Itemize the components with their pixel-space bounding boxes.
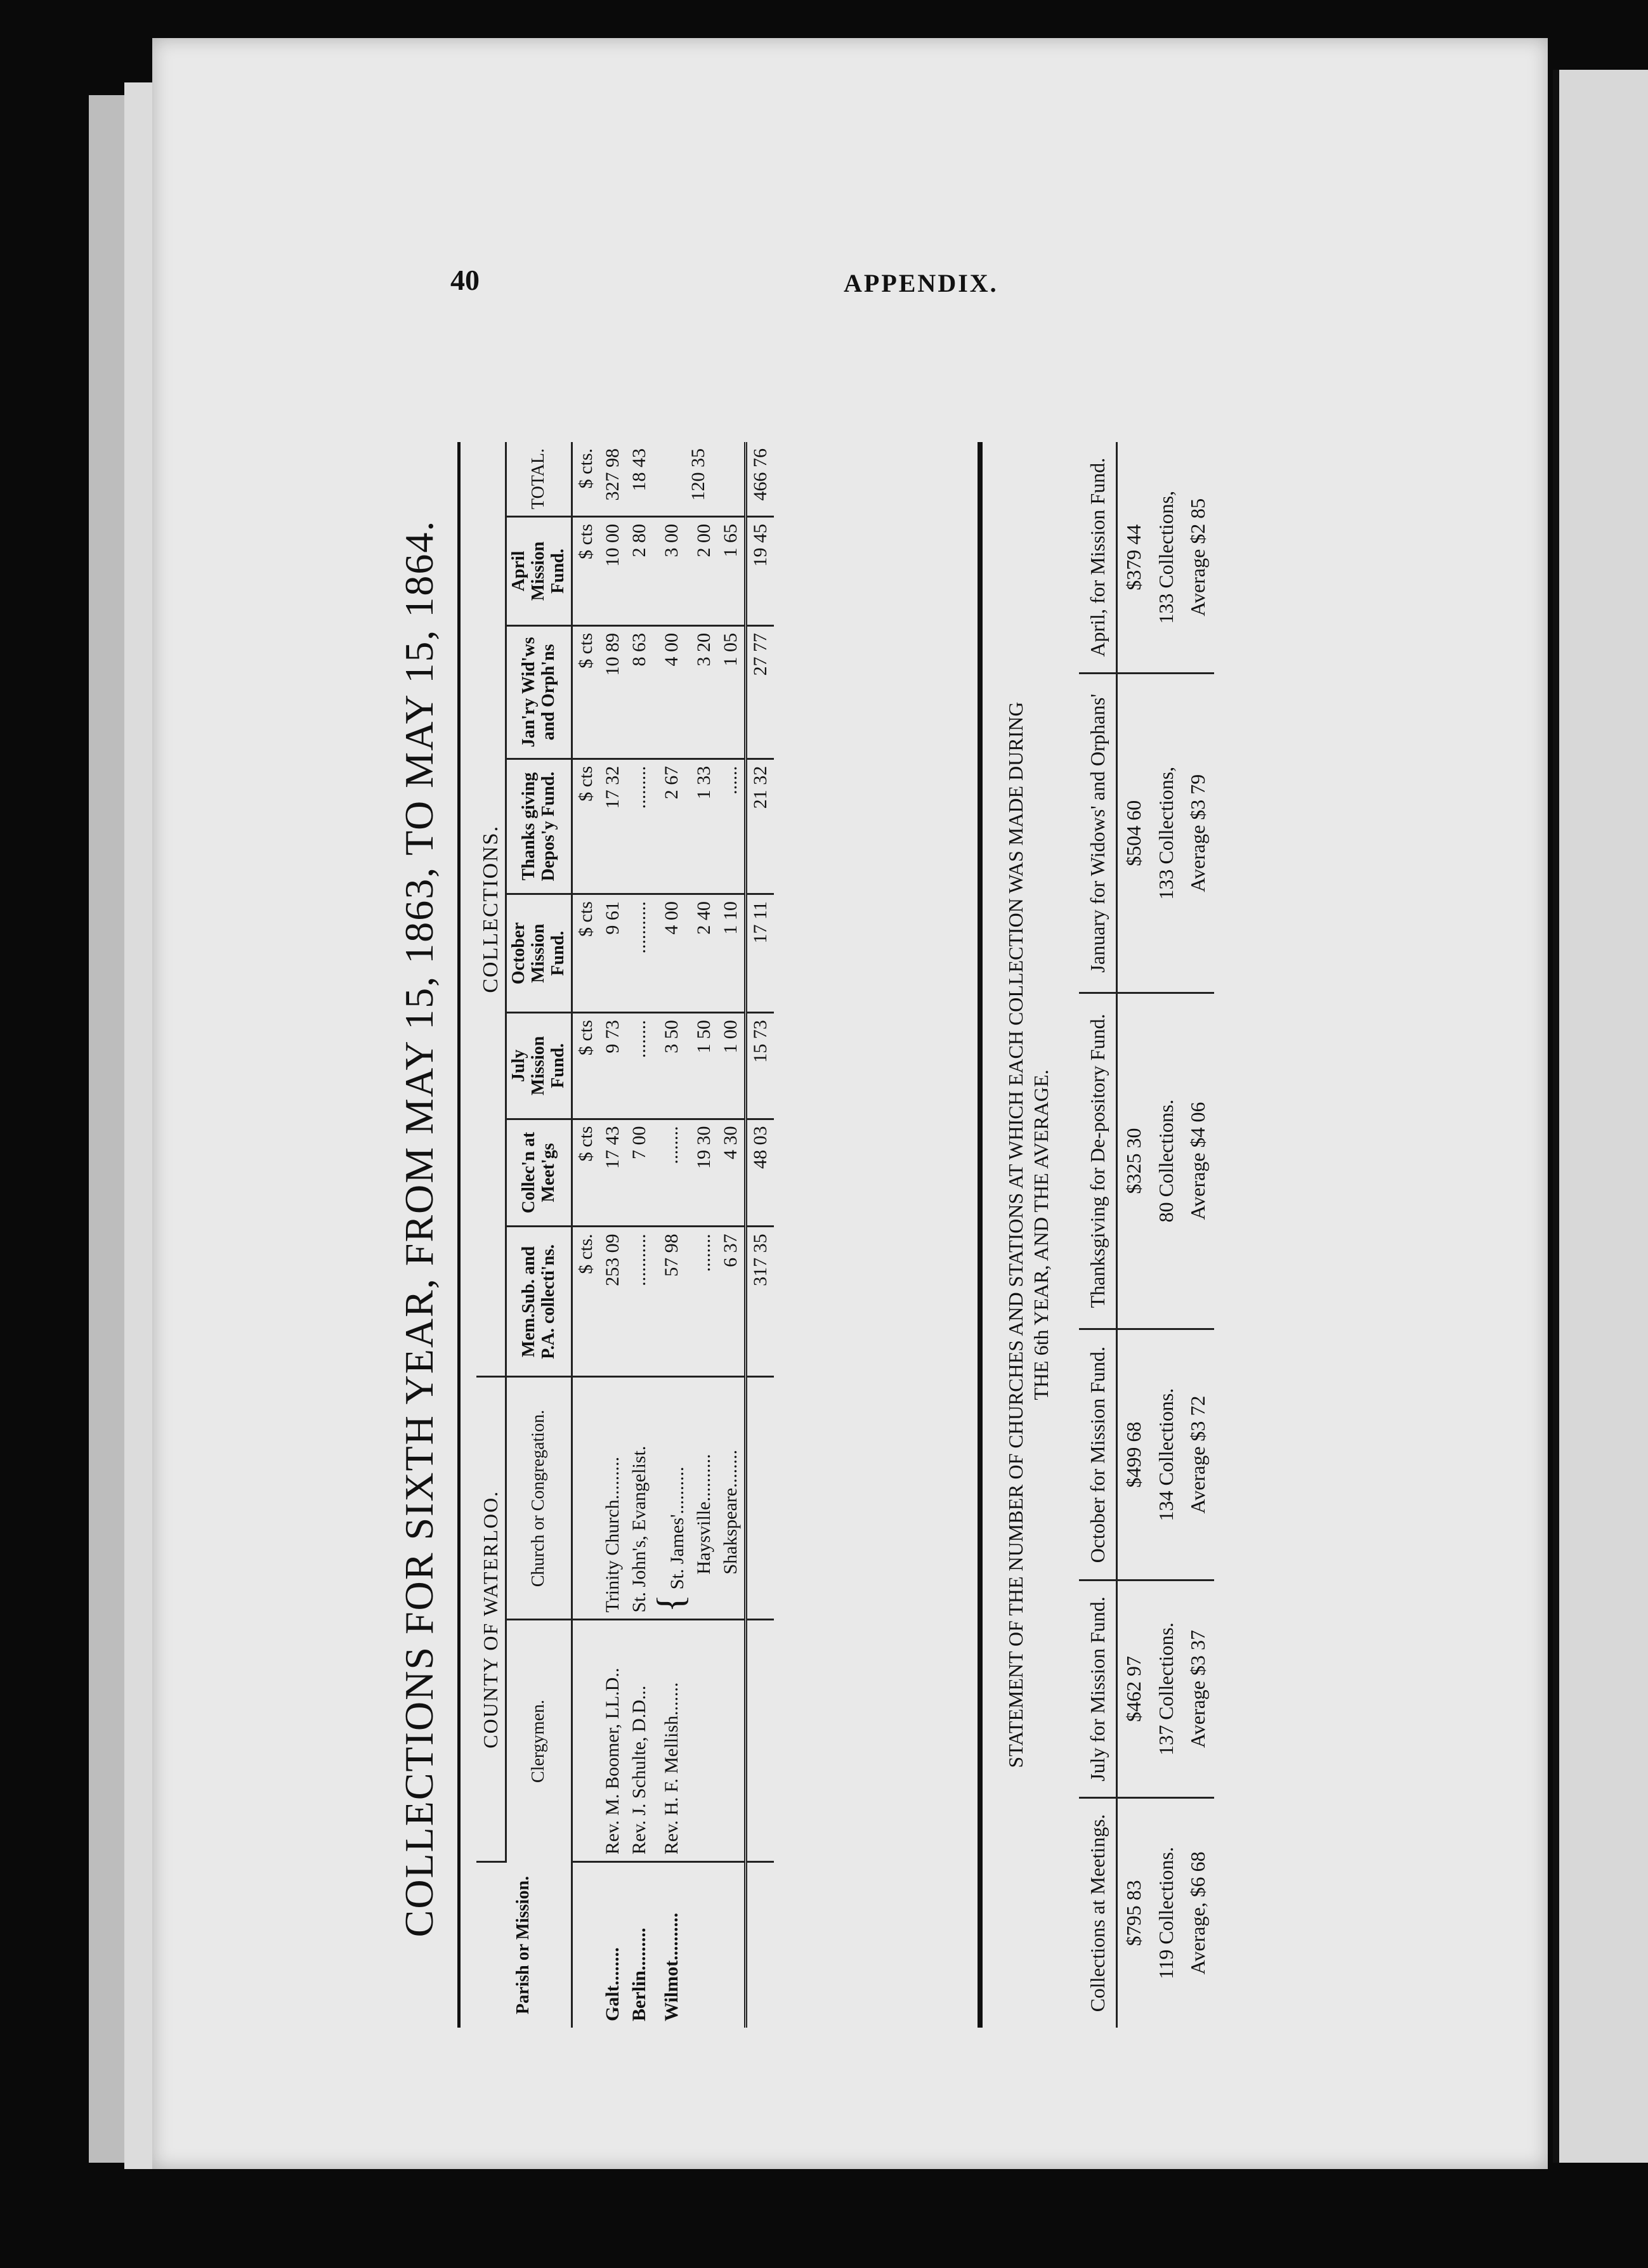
table-row (717, 442, 746, 2028)
header-october: October Mission Fund. (506, 894, 572, 1013)
thanks-cell: 17 32 (599, 759, 626, 894)
meet-cell: 7 00 (626, 1119, 653, 1227)
avg-count: 134 Collections. (1150, 1329, 1182, 1580)
clergy-cell: Rev. J. Schulte, D.D... (626, 1620, 653, 1862)
avg-amount: $462 97 (1117, 1580, 1150, 1797)
avg-header: October for Mission Fund. (1079, 1329, 1117, 1580)
unit-cell: $ cts. (572, 442, 599, 517)
mem-cell: ........ (691, 1227, 717, 1377)
janry-cell: 3 20 (691, 625, 717, 759)
total-cell: 120 35 (653, 442, 746, 517)
unit-cell: $ cts. (572, 1227, 599, 1377)
avg-header: July for Mission Fund. (1079, 1580, 1117, 1797)
avg-amount: $499 68 (1117, 1329, 1150, 1580)
table-row (599, 442, 626, 2028)
page-title: COLLECTIONS FOR SIXTH YEAR, FROM MAY 15, 1863, TO MAY 15, 1864. (396, 519, 441, 1938)
meet-cell: 19 30 (691, 1119, 717, 1227)
church-cell: Trinity Church......... (599, 1377, 626, 1620)
header-mem: Mem.Sub. and P.A. collecti'ns. (506, 1227, 572, 1377)
header-church: Church or Congregation. (506, 1377, 572, 1620)
parish-cell: Galt........ (601, 1947, 623, 2021)
unit-cell: $ cts (572, 1013, 599, 1119)
parish-cell: Berlin......... (628, 1927, 650, 2021)
rotated-content (394, 417, 1447, 2040)
averages-header-row (1079, 442, 1117, 2028)
section-divider (978, 442, 983, 2028)
church-cell: St. John's, Evangelist. (626, 1377, 653, 1620)
facing-page-edge (1553, 70, 1648, 2163)
thanks-total: 21 32 (745, 759, 774, 894)
october-cell: 1 10 (717, 894, 746, 1013)
april-cell: 3 00 (653, 517, 691, 626)
april-cell: 2 80 (626, 517, 653, 626)
total-cell: 327 98 (599, 442, 626, 517)
janry-total: 27 77 (745, 625, 774, 759)
clergy-cell: Rev. M. Boomer, LL.D.. (599, 1620, 626, 1862)
parish-cell (717, 1862, 746, 2028)
mem-cell: 6 37 (717, 1227, 746, 1377)
janry-cell: 4 00 (653, 625, 691, 759)
church-cell: Haysville.......... (691, 1377, 717, 1620)
july-cell: ........ (626, 1013, 653, 1119)
title-rule (457, 442, 461, 2028)
thanks-cell: 2 67 (653, 759, 691, 894)
thanks-cell: 1 33 (691, 759, 717, 894)
header-clergymen: Clergymen. (506, 1620, 572, 1862)
unit-cell: $ cts (572, 1119, 599, 1227)
header-janry: Jan'ry Wid'ws and Orph'ns (506, 625, 572, 759)
october-cell: 9 61 (599, 894, 626, 1013)
church-cell: Shakspeare........ (717, 1377, 746, 1620)
statement-heading-line1: STATEMENT OF THE NUMBER OF CHURCHES AND STATIONS AT WHICH EACH COLLECTION WAS MADE DURING (1004, 701, 1027, 1768)
unit-cell: $ cts (572, 517, 599, 626)
meet-cell: ........ (653, 1119, 691, 1227)
october-cell: ........... (626, 894, 653, 1013)
janry-cell: 10 89 (599, 625, 626, 759)
thanks-cell: ......... (626, 759, 653, 894)
avg-count: 119 Collections. (1154, 1847, 1177, 1979)
totals-row (745, 442, 774, 2028)
units-row (572, 442, 599, 2028)
avg-average: Average $3 79 (1182, 674, 1213, 993)
table-subheader-row (506, 442, 572, 2028)
avg-header: April, for Mission Fund. (1079, 442, 1117, 674)
header-total: TOTAL. (506, 442, 572, 517)
avg-average: Average, $6 68 (1186, 1851, 1210, 1975)
statement-heading (1003, 442, 1054, 2028)
clergy-cell (691, 1620, 717, 1862)
avg-amount: $795 83 (1122, 1880, 1146, 1946)
unit-cell: $ cts (572, 894, 599, 1013)
grand-total: 466 76 (745, 442, 774, 517)
avg-header: January for Widows' and Orphans' (1079, 674, 1117, 993)
avg-amount: $325 30 (1117, 993, 1150, 1329)
clergy-cell (717, 1620, 746, 1862)
october-cell: 4 00 (653, 894, 691, 1013)
october-cell: 2 40 (691, 894, 717, 1013)
avg-header: Collections at Meetings. (1079, 1797, 1117, 2028)
averages-table (1079, 442, 1214, 2028)
july-cell: 1 50 (691, 1013, 717, 1119)
header-april: April Mission Fund. (506, 517, 572, 626)
april-cell: 10 00 (599, 517, 626, 626)
avg-count: 133 Collections, (1150, 674, 1182, 993)
unit-cell: $ cts (572, 759, 599, 894)
parish-cell (691, 1862, 717, 2028)
meet-cell: 17 43 (599, 1119, 626, 1227)
april-total: 19 45 (745, 517, 774, 626)
mem-total: 317 35 (745, 1227, 774, 1377)
july-cell: 3 50 (653, 1013, 691, 1119)
meet-total: 48 03 (745, 1119, 774, 1227)
mem-cell: ........... (626, 1227, 653, 1377)
avg-count: 133 Collections, (1150, 442, 1182, 674)
thanks-cell: ...... (717, 759, 746, 894)
parish-cell: Wilmot.......... (660, 1912, 682, 2021)
page-number: 40 (450, 264, 480, 296)
mem-cell: 253 09 (599, 1227, 626, 1377)
clergy-cell: Rev. H. F. Mellish....... (653, 1620, 691, 1862)
april-cell: 2 00 (691, 517, 717, 626)
header-thanks: Thanks giving Depos'y Fund. (506, 759, 572, 894)
avg-average: Average $2 85 (1182, 442, 1213, 674)
meet-cell: 4 30 (717, 1119, 746, 1227)
table-row (691, 442, 717, 2028)
header-collections: COLLECTIONS. (476, 442, 506, 1377)
avg-count: 80 Collections. (1150, 993, 1182, 1329)
mem-cell: 57 98 (653, 1227, 691, 1377)
july-cell: 9 73 (599, 1013, 626, 1119)
avg-average: Average $3 37 (1182, 1580, 1213, 1797)
running-title: APPENDIX. (844, 269, 998, 297)
july-total: 15 73 (745, 1013, 774, 1119)
church-cell: { St. James'.......... (653, 1377, 691, 1620)
unit-cell: $ cts (572, 625, 599, 759)
collections-table (476, 442, 774, 2028)
table-row (626, 442, 653, 2028)
april-cell: 1 65 (717, 517, 746, 626)
averages-count-row (1150, 442, 1182, 2028)
avg-average: Average $3 72 (1182, 1329, 1213, 1580)
janry-cell: 8 63 (626, 625, 653, 759)
header-parish: Parish or Mission. (476, 1862, 572, 2028)
janry-cell: 1 05 (717, 625, 746, 759)
statement-heading-line2: THE 6th YEAR, AND THE AVERAGE. (1030, 1069, 1052, 1400)
table-row (653, 442, 691, 2028)
header-county: COUNTY OF WATERLOO. (476, 1377, 506, 1862)
avg-amount: $379 44 (1117, 442, 1150, 674)
page-header (152, 263, 1548, 301)
table-header-row (476, 442, 506, 2028)
brace-glyph: { (649, 1594, 691, 1613)
header-july: July Mission Fund. (506, 1013, 572, 1119)
total-cell: 18 43 (626, 442, 653, 517)
october-total: 17 11 (745, 894, 774, 1013)
avg-count: 137 Collections. (1150, 1580, 1182, 1797)
july-cell: 1 00 (717, 1013, 746, 1119)
averages-amount-row (1117, 442, 1150, 2028)
avg-average: Average $4 06 (1182, 993, 1213, 1329)
averages-average-row (1182, 442, 1213, 2028)
header-meet: Collec'n at Meet'gs (506, 1119, 572, 1227)
avg-header: Thanksgiving for De-pository Fund. (1079, 993, 1117, 1329)
avg-amount: $504 60 (1117, 674, 1150, 993)
